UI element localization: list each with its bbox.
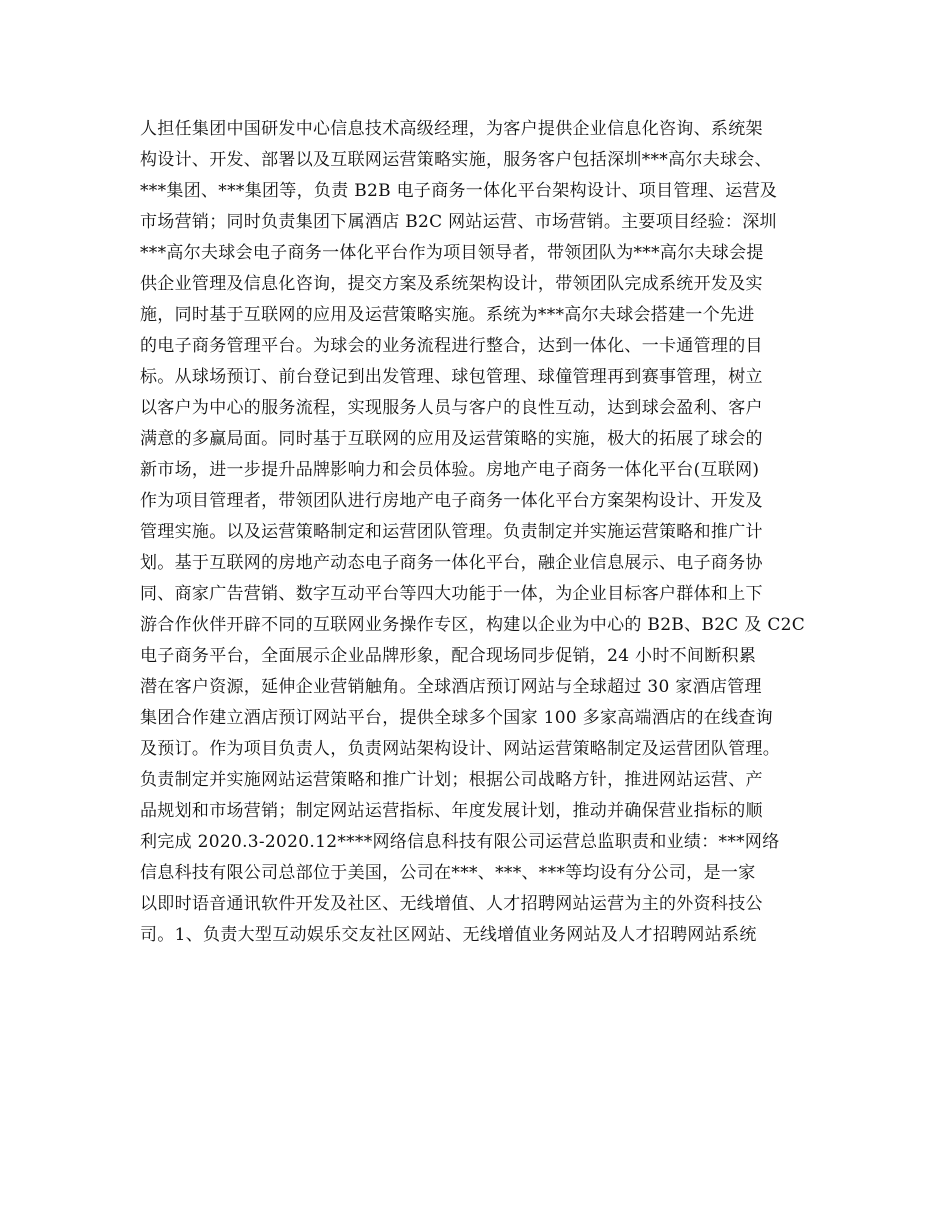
body-paragraph: [140, 114, 860, 951]
text-line: ***集团、***集团等，负责 B2B 电子商务一体化平台架构设计、项目管理、运营及: [140, 181, 778, 201]
text-line: 作为项目管理者，带领团队进行房地产电子商务一体化平台方案架构设计、开发及: [140, 491, 763, 511]
text-line: 游合作伙伴开辟不同的互联网业务操作专区，构建以企业为中心的 B2B、B2C 及 C2C: [140, 615, 806, 635]
text-line: 集团合作建立酒店预订网站平台，提供全球多个国家 100 多家高端酒店的在线查询: [140, 708, 773, 728]
text-line: 标。从球场预订、前台登记到出发管理、球包管理、球僮管理再到赛事管理，树立: [140, 367, 763, 387]
text-line: 划。基于互联网的房地产动态电子商务一体化平台，融企业信息展示、电子商务协: [140, 553, 763, 573]
text-line: 管理实施。以及运营策略制定和运营团队管理。负责制定并实施运营策略和推广计: [140, 522, 763, 542]
text-line: 同、商家广告营销、数字互动平台等四大功能于一体，为企业目标客户群体和上下: [140, 584, 763, 604]
text-line: 施，同时基于互联网的应用及运营策略实施。系统为***高尔夫球会搭建一个先进: [140, 305, 755, 325]
text-line: 信息科技有限公司总部位于美国，公司在***、***、***等均设有分公司，是一家: [140, 863, 756, 883]
text-line: 满意的多赢局面。同时基于互联网的应用及运营策略的实施，极大的拓展了球会的: [140, 429, 763, 449]
text-line: 构设计、开发、部署以及互联网运营策略实施，服务客户包括深圳***高尔夫球会、: [140, 150, 772, 170]
text-line: 及预订。作为项目负责人，负责网站架构设计、网站运营策略制定及运营团队管理。: [140, 739, 781, 759]
text-line: 司。1、负责大型互动娱乐交友社区网站、无线增值业务网站及人才招聘网站系统: [140, 925, 757, 945]
text-line: 以即时语音通讯软件开发及社区、无线增值、人才招聘网站运营为主的外资科技公: [140, 894, 763, 914]
text-line: 负责制定并实施网站运营策略和推广计划；根据公司战略方针，推进网站运营、产: [140, 770, 763, 790]
text-line: 新市场，进一步提升品牌影响力和会员体验。房地产电子商务一体化平台(互联网): [140, 460, 760, 480]
text-line: 以客户为中心的服务流程，实现服务人员与客户的良性互动，达到球会盈利、客户: [140, 398, 763, 418]
text-line: 的电子商务管理平台。为球会的业务流程进行整合，达到一体化、一卡通管理的目: [140, 336, 763, 356]
text-line: 市场营销；同时负责集团下属酒店 B2C 网站运营、市场营销。主要项目经验：深圳: [140, 212, 777, 232]
text-line: 电子商务平台，全面展示企业品牌形象，配合现场同步促销，24 小时不间断积累: [140, 646, 757, 666]
text-line: 供企业管理及信息化咨询，提交方案及系统架构设计，带领团队完成系统开发及实: [140, 274, 763, 294]
text-line: ***高尔夫球会电子商务一体化平台作为项目领导者，带领团队为***高尔夫球会提: [140, 243, 764, 263]
text-line: 品规划和市场营销；制定网站运营指标、年度发展计划，推动并确保营业指标的顺: [140, 801, 763, 821]
text-line: 人担任集团中国研发中心信息技术高级经理，为客户提供企业信息化咨询、系统架: [140, 119, 763, 139]
text-line: 利完成 2020.3-2020.12****网络信息科技有限公司运营总监职责和业绩：***网络: [140, 832, 780, 852]
text-line: 潜在客户资源，延伸企业营销触角。全球酒店预订网站与全球超过 30 家酒店管理: [140, 677, 762, 697]
